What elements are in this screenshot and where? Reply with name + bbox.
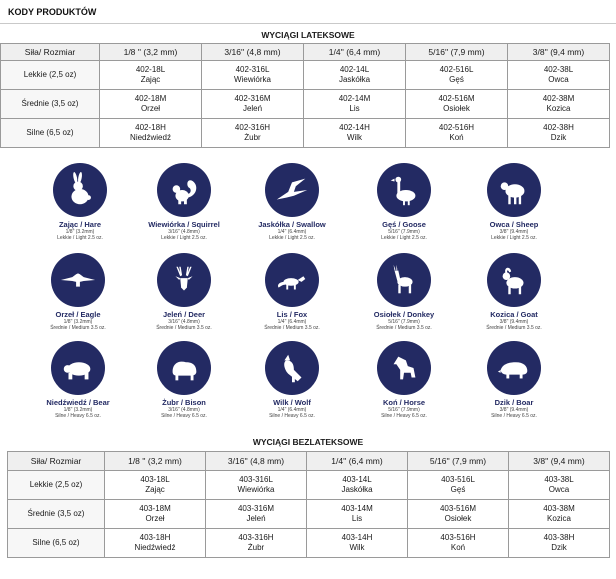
animal-size: 1/8" (3.2mm)	[63, 319, 93, 325]
animal-weight: Średnie / Medium 3.5 oz.	[156, 325, 212, 332]
latex-codes-table	[0, 43, 610, 148]
animal-label: Koń / Horse	[382, 398, 426, 407]
animal-card	[23, 253, 133, 332]
latex-table-title: WYCIĄGI LATEKSOWE	[261, 30, 355, 40]
animal-label: Zając / Hare	[58, 220, 102, 229]
product-code: 403-38M	[543, 504, 575, 513]
code-cell	[105, 529, 206, 558]
row-label: Silne (6,5 oz)	[1, 119, 100, 148]
animal-weight: Silne / Heavy 6.5 oz.	[55, 413, 101, 420]
nonlatex-table-title: WYCIĄGI BEZLATEKSOWE	[252, 437, 364, 447]
animal-size: 1/4" (6.4mm)	[277, 229, 307, 235]
animal-card	[349, 253, 459, 332]
animal-label: Owca / Sheep	[489, 220, 539, 229]
table-header-row	[8, 452, 610, 471]
column-header: 3/8'' (9,4 mm)	[509, 452, 610, 471]
code-cell	[105, 500, 206, 529]
product-code: 402-38M	[542, 94, 575, 103]
goose-icon	[377, 163, 431, 217]
animal-size: 5/16" (7.9mm)	[388, 229, 420, 235]
animal-card	[349, 163, 459, 242]
animal-card	[237, 253, 347, 332]
boar-icon	[487, 341, 541, 395]
animal-name: Wiewiórka	[237, 485, 275, 494]
animal-name: Jeleń	[242, 104, 263, 113]
animal-name: Lis	[351, 514, 363, 523]
product-code: 403-516H	[440, 533, 476, 542]
animal-name: Zając	[140, 75, 161, 84]
bear-icon	[51, 341, 105, 395]
animal-size: 3/8" (9.4mm)	[499, 319, 529, 325]
squirrel-icon	[157, 163, 211, 217]
animal-card	[349, 341, 459, 420]
column-header: 5/16'' (7,9 mm)	[406, 44, 508, 61]
code-cell	[206, 529, 307, 558]
product-code: 403-316M	[237, 504, 275, 513]
row-label: Średnie (3,5 oz)	[1, 90, 100, 119]
animal-size: 1/4" (6.4mm)	[277, 319, 307, 325]
animal-size: 3/8" (9.4mm)	[499, 229, 529, 235]
nonlatex-codes-table	[7, 451, 610, 558]
animal-size: 1/8" (3.2mm)	[63, 407, 93, 413]
product-code: 402-18M	[134, 94, 167, 103]
column-header: 3/16'' (4,8 mm)	[202, 44, 304, 61]
animal-card	[459, 163, 569, 242]
animal-name: Owca	[548, 485, 570, 494]
product-code: 402-14L	[339, 65, 370, 74]
product-code: 403-18H	[139, 533, 171, 542]
wolf-icon	[265, 341, 319, 395]
product-code: 403-14H	[341, 533, 373, 542]
product-code: 402-316M	[234, 94, 271, 103]
animal-name: Jeleń	[246, 514, 266, 523]
row-label: Lekkie (2,5 oz)	[8, 471, 105, 500]
animal-weight: Lekkie / Light 2.5 oz.	[161, 235, 207, 242]
animal-card	[129, 253, 239, 332]
code-cell	[100, 119, 202, 148]
product-code: 402-516M	[438, 94, 475, 103]
animal-legend-grid	[0, 163, 616, 428]
code-cell	[408, 471, 509, 500]
animal-label: Kozica / Goat	[490, 310, 538, 319]
table-header-row	[1, 44, 610, 61]
code-cell	[206, 500, 307, 529]
code-cell	[202, 61, 304, 90]
animal-name: Gęś	[449, 75, 464, 84]
animal-name: Wiewiórka	[234, 75, 271, 84]
code-cell	[100, 90, 202, 119]
animal-weight: Lekkie / Light 2.5 oz.	[57, 235, 103, 242]
column-header: 3/16'' (4,8 mm)	[206, 452, 307, 471]
row-label: Średnie (3,5 oz)	[8, 500, 105, 529]
animal-size: 3/8" (9.4mm)	[499, 407, 529, 413]
code-cell	[406, 61, 508, 90]
code-cell	[508, 61, 610, 90]
corner-header: Siła/ Rozmiar	[1, 44, 100, 61]
code-cell	[408, 529, 509, 558]
code-cell	[304, 61, 406, 90]
animal-weight: Średnie / Medium 3.5 oz.	[264, 325, 320, 332]
animal-name: Orzeł	[140, 104, 161, 113]
animal-weight: Średnie / Medium 3.5 oz.	[486, 325, 542, 332]
animal-weight: Silne / Heavy 6.5 oz.	[269, 413, 315, 420]
animal-card	[459, 341, 569, 420]
code-cell	[202, 90, 304, 119]
code-cell	[307, 500, 408, 529]
animal-label: Żubr / Bison	[162, 398, 206, 407]
code-cell	[206, 471, 307, 500]
animal-name: Niedźwiedź	[130, 133, 171, 142]
animal-name: Wilk	[346, 133, 363, 142]
column-header: 3/8'' (9,4 mm)	[508, 44, 610, 61]
product-code: 403-38L	[544, 475, 574, 484]
product-code: 403-14M	[341, 504, 373, 513]
product-code: 402-18L	[135, 65, 166, 74]
bison-icon	[157, 341, 211, 395]
horse-icon	[377, 341, 431, 395]
row-label: Silne (6,5 oz)	[8, 529, 105, 558]
eagle-icon	[51, 253, 105, 307]
animal-name: Jaskółka	[341, 485, 373, 494]
animal-weight: Silne / Heavy 6.5 oz.	[491, 413, 537, 420]
animal-card	[237, 341, 347, 420]
code-cell	[508, 119, 610, 148]
product-code: 403-18L	[140, 475, 170, 484]
animal-name: Jaskółka	[338, 75, 371, 84]
deer-icon	[157, 253, 211, 307]
animal-name: Niedźwiedź	[134, 543, 176, 552]
column-header: 1/4'' (6,4 mm)	[307, 452, 408, 471]
hare-icon	[53, 163, 107, 217]
animal-size: 3/16" (4.8mm)	[168, 319, 200, 325]
table-row	[1, 119, 610, 148]
column-header: 1/8 '' (3,2 mm)	[100, 44, 202, 61]
code-cell	[509, 500, 610, 529]
product-code: 402-516H	[438, 123, 475, 132]
animal-name: Koń	[449, 133, 464, 142]
animal-card	[129, 163, 239, 242]
animal-weight: Lekkie / Light 2.5 oz.	[381, 235, 427, 242]
animal-name: Wilk	[349, 543, 365, 552]
animal-size: 3/16" (4.8mm)	[168, 407, 200, 413]
table-row	[1, 90, 610, 119]
product-code: 403-516M	[439, 504, 477, 513]
product-code: 403-516L	[441, 475, 475, 484]
code-cell	[509, 529, 610, 558]
donkey-icon	[377, 253, 431, 307]
animal-name: Zając	[145, 485, 165, 494]
animal-card	[459, 253, 569, 332]
code-cell	[508, 90, 610, 119]
product-code: 403-38H	[543, 533, 575, 542]
animal-label: Niedźwiedź / Bear	[46, 398, 110, 407]
animal-card	[25, 163, 135, 242]
animal-label: Orzeł / Eagle	[55, 310, 101, 319]
row-label: Lekkie (2,5 oz)	[1, 61, 100, 90]
column-header: 5/16'' (7,9 mm)	[408, 452, 509, 471]
animal-weight: Silne / Heavy 6.5 oz.	[381, 413, 427, 420]
animal-label: Lis / Fox	[276, 310, 308, 319]
animal-weight: Średnie / Medium 3.5 oz.	[50, 325, 106, 332]
code-cell	[307, 471, 408, 500]
animal-name: Koń	[450, 543, 466, 552]
animal-weight: Lekkie / Light 2.5 oz.	[269, 235, 315, 242]
product-code: 403-18M	[139, 504, 171, 513]
table-row	[8, 500, 610, 529]
animal-name: Dzik	[551, 543, 567, 552]
code-cell	[304, 119, 406, 148]
product-code: 403-14L	[342, 475, 372, 484]
animal-name: Orzeł	[145, 514, 165, 523]
animal-name: Owca	[548, 75, 569, 84]
animal-size: 1/4" (6.4mm)	[277, 407, 307, 413]
product-code: 402-38L	[543, 65, 574, 74]
animal-weight: Lekkie / Light 2.5 oz.	[491, 235, 537, 242]
animal-label: Jaskółka / Swallow	[258, 220, 326, 229]
code-cell	[406, 119, 508, 148]
product-code: 403-316H	[238, 533, 274, 542]
table-row	[8, 471, 610, 500]
animal-card	[129, 341, 239, 420]
animal-weight: Średnie / Medium 3.5 oz.	[376, 325, 432, 332]
product-code: 402-38H	[543, 123, 574, 132]
animal-name: Żubr	[244, 133, 261, 142]
code-cell	[105, 471, 206, 500]
animal-name: Kozica	[546, 104, 571, 113]
animal-size: 5/16" (7.9mm)	[388, 407, 420, 413]
product-code: 402-516L	[439, 65, 474, 74]
product-code: 402-316L	[235, 65, 270, 74]
product-code: 402-14M	[338, 94, 371, 103]
product-code: 402-18H	[135, 123, 166, 132]
animal-size: 1/8" (3.2mm)	[65, 229, 95, 235]
table-row	[8, 529, 610, 558]
code-cell	[304, 90, 406, 119]
table-row	[1, 61, 610, 90]
animal-name: Żubr	[247, 543, 265, 552]
product-code: 402-316H	[234, 123, 271, 132]
animal-name: Osiołek	[444, 514, 472, 523]
animal-label: Osiołek / Donkey	[373, 310, 435, 319]
code-cell	[406, 90, 508, 119]
swallow-icon	[265, 163, 319, 217]
animal-card	[237, 163, 347, 242]
code-cell	[202, 119, 304, 148]
column-header: 1/8 '' (3,2 mm)	[105, 452, 206, 471]
animal-label: Dzik / Boar	[494, 398, 534, 407]
corner-header: Siła/ Rozmiar	[8, 452, 105, 471]
product-code: 402-14H	[339, 123, 370, 132]
code-cell	[408, 500, 509, 529]
animal-label: Wiewiórka / Squirrel	[148, 220, 220, 229]
sheep-icon	[487, 163, 541, 217]
animal-label: Jeleń / Deer	[162, 310, 206, 319]
code-cell	[307, 529, 408, 558]
product-code: 403-316L	[239, 475, 273, 484]
animal-size: 5/16" (7.9mm)	[388, 319, 420, 325]
goat-icon	[487, 253, 541, 307]
fox-icon	[265, 253, 319, 307]
code-cell	[509, 471, 610, 500]
heading-divider	[0, 23, 616, 24]
animal-name: Osiołek	[443, 104, 470, 113]
page-heading: KODY PRODUKTÓW	[8, 7, 97, 17]
animal-name: Dzik	[550, 133, 567, 142]
animal-label: Gęś / Goose	[382, 220, 426, 229]
animal-name: Gęś	[450, 485, 466, 494]
animal-name: Lis	[349, 104, 360, 113]
animal-size: 3/16" (4.8mm)	[168, 229, 200, 235]
animal-name: Kozica	[546, 514, 571, 523]
column-header: 1/4'' (6,4 mm)	[304, 44, 406, 61]
animal-weight: Silne / Heavy 6.5 oz.	[161, 413, 207, 420]
animal-label: Wilk / Wolf	[273, 398, 311, 407]
animal-card	[23, 341, 133, 420]
code-cell	[100, 61, 202, 90]
